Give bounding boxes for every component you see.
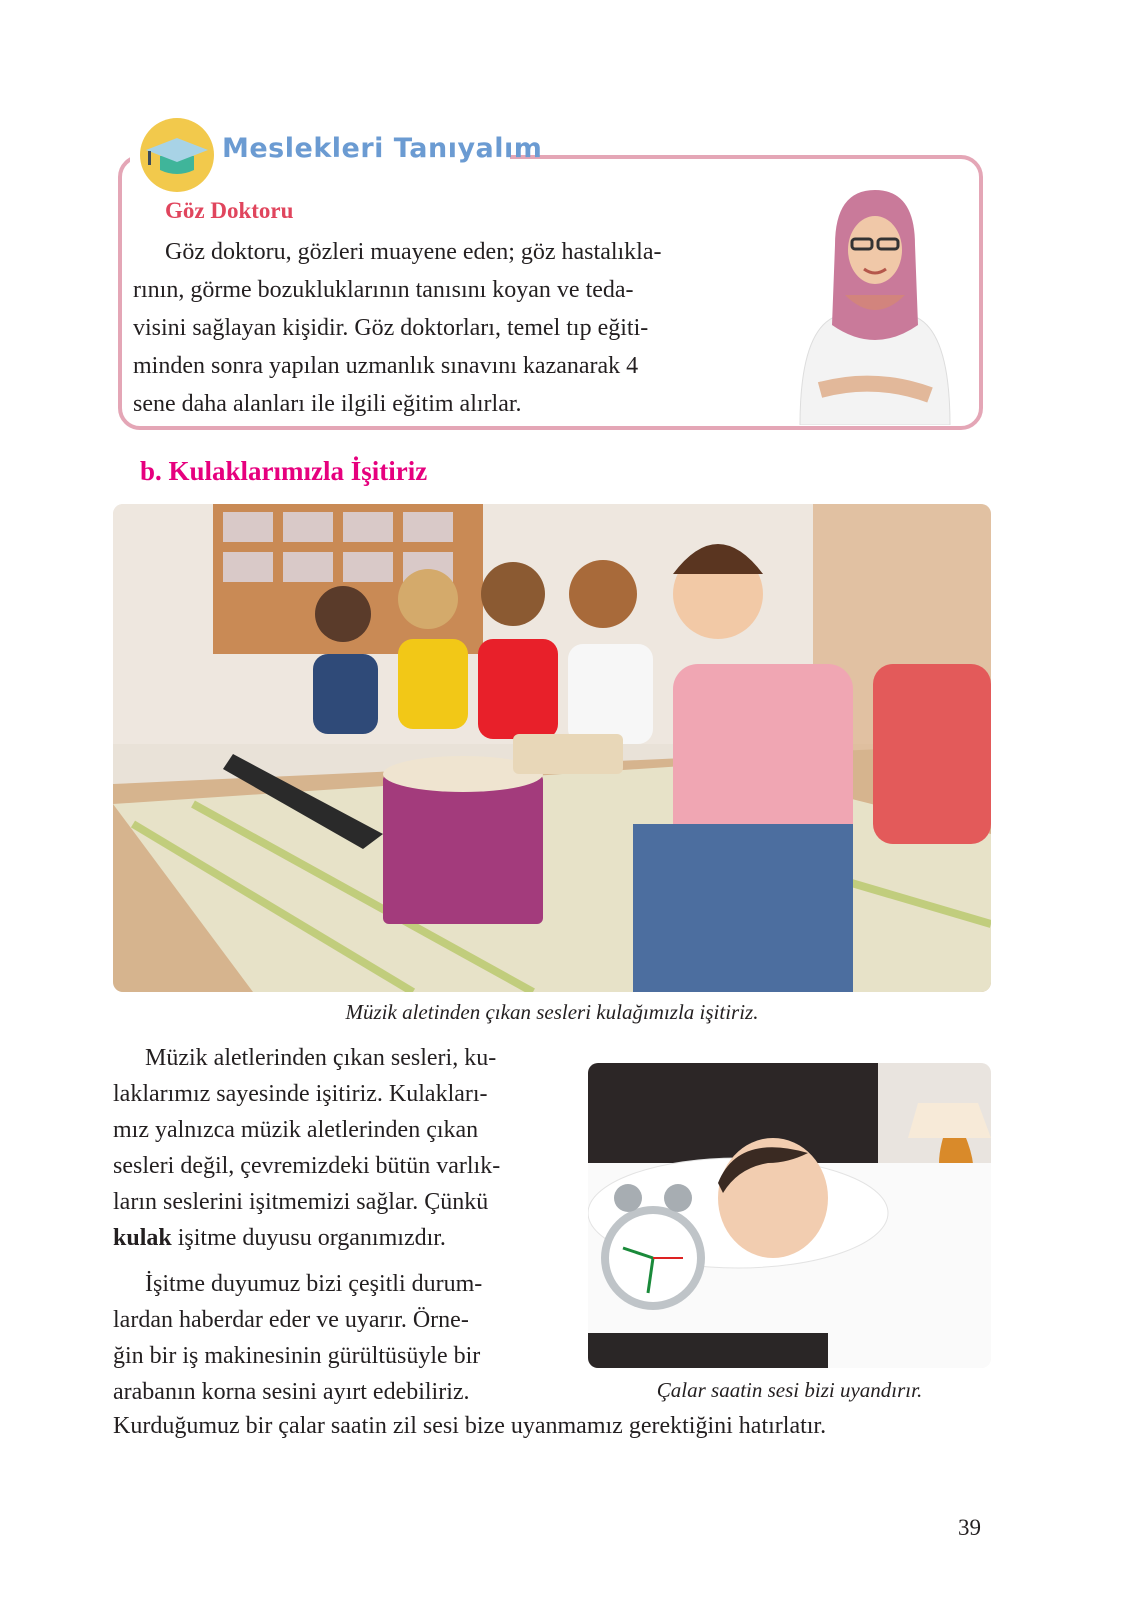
text-line <box>113 1220 563 1256</box>
page-number: 39 <box>958 1515 981 1540</box>
doctor-photo <box>790 175 960 425</box>
text-line: ğin bir iş makinesinin gürültüsüyle bir <box>113 1343 481 1369</box>
text-line: lardan haberdar eder ve uyarır. Örne- <box>113 1307 469 1333</box>
body-text <box>113 1040 563 1410</box>
text-line-last: Kurduğumuz bir çalar saatin zil sesi bize uyanmamız gerektiğini hatırlatır. <box>113 1413 827 1439</box>
text-line: rının, görme bozukluklarının tanısını koyan ve teda- <box>133 277 634 303</box>
text-line: Göz doktoru, gözleri muayene eden; göz hastalıkla- <box>165 239 662 265</box>
profession-description <box>133 233 753 423</box>
text-line: arabanın korna sesini ayırt edebiliriz. <box>113 1379 470 1405</box>
keyword-kulak: kulak <box>113 1225 172 1251</box>
section-heading: b. Kulaklarımızla İşitiriz <box>140 456 428 486</box>
text-line: İşitme duyumuz bizi çeşitli durum- <box>145 1271 483 1297</box>
figure2-caption: Çalar saatin sesi bizi uyandırır. <box>656 1378 923 1402</box>
text-line: laklarımız sayesinde işitiriz. Kulakları- <box>113 1081 488 1107</box>
children-drums-photo <box>113 504 991 992</box>
text-tail: işitme duyusu organımızdır. <box>171 1225 446 1251</box>
graduation-cap-badge <box>140 118 214 192</box>
graduation-cap-icon <box>140 118 214 192</box>
text-line: Müzik aletlerinden çıkan sesleri, ku- <box>145 1045 497 1071</box>
text-line: visini sağlayan kişidir. Göz doktorları, temel tıp eğiti- <box>133 315 649 341</box>
text-line: sesleri değil, çevremizdeki bütün varlık- <box>113 1153 501 1179</box>
figure1-caption: Müzik aletinden çıkan sesleri kulağımızla işitiriz. <box>345 1000 759 1024</box>
text-line: minden sonra yapılan uzmanlık sınavını kazanarak 4 <box>133 353 639 379</box>
box-title: Meslekleri Tanıyalım <box>222 133 543 164</box>
profession-heading: Göz Doktoru <box>165 198 294 223</box>
alarm-clock-photo <box>588 1063 991 1368</box>
text-line: mız yalnızca müzik aletlerinden çıkan <box>113 1117 479 1143</box>
text-line: sene daha alanları ile ilgili eğitim alırlar. <box>133 391 522 417</box>
text-line: ların seslerini işitmemizi sağlar. Çünkü <box>113 1189 489 1215</box>
